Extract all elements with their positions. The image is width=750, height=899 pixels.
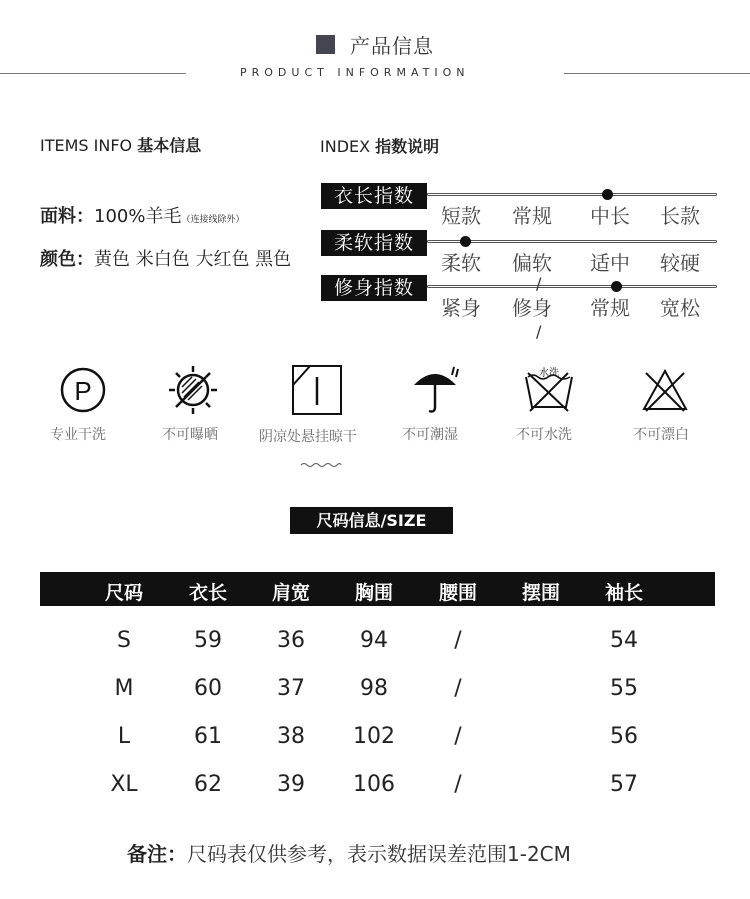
care-label-no-wash: 不可水洗 xyxy=(516,427,572,443)
size-table-cell: / xyxy=(454,724,462,749)
index-option: 柔软 xyxy=(441,251,481,275)
color-value: 黄色 米白色 大红色 黑色 xyxy=(94,249,292,270)
no-water-wash-icon xyxy=(522,363,576,417)
professional-dry-clean-icon xyxy=(56,363,110,417)
index-option: 常规 xyxy=(590,296,630,320)
page-title: 产品信息 xyxy=(350,34,434,58)
page-subtitle: PRODUCT INFORMATION xyxy=(240,66,470,79)
size-table-cell: 57 xyxy=(610,772,638,797)
stray-mark: / xyxy=(536,322,542,341)
size-table-cell: S xyxy=(117,628,131,653)
fabric-value: 100%羊毛 xyxy=(94,206,182,227)
no-bleach-icon xyxy=(638,363,692,417)
size-table-header-cell: 尺码 xyxy=(104,582,144,604)
size-table-header-cell: 腰围 xyxy=(438,582,478,604)
size-table-cell: 36 xyxy=(277,628,305,653)
basic-info-heading-en: ITEMS INFO xyxy=(40,136,133,155)
header-divider-right xyxy=(564,73,750,74)
size-table-header-cell: 衣长 xyxy=(188,582,228,604)
index-level-marker xyxy=(460,236,471,247)
index-level-marker xyxy=(611,281,622,292)
index-option: 常规 xyxy=(512,204,552,228)
size-table-cell: 55 xyxy=(610,676,638,701)
index-option: 长款 xyxy=(660,204,700,228)
dry-clean-glyph: P xyxy=(74,376,92,406)
index-option: 较硬 xyxy=(660,251,700,275)
size-table-cell: / xyxy=(454,772,462,797)
footnote-text: 尺码表仅供参考，表示数据误差范围1-2CM xyxy=(187,842,571,866)
care-label-no-bleach: 不可漂白 xyxy=(633,427,689,443)
index-option: 紧身 xyxy=(441,296,481,320)
fabric-label: 面料： xyxy=(40,206,94,227)
header-divider-left xyxy=(0,73,186,74)
care-label-hang-dry: 阴凉处悬挂晾干 xyxy=(259,429,357,445)
stray-mark: / xyxy=(536,274,542,293)
footnote-label: 备注： xyxy=(127,842,187,866)
index-track xyxy=(427,285,717,288)
wash-glyph: 水洗 xyxy=(539,368,559,379)
size-table-cell: 106 xyxy=(353,772,395,797)
index-level-marker xyxy=(602,189,613,200)
size-table-cell: 39 xyxy=(277,772,305,797)
size-section-title: 尺码信息/SIZE xyxy=(290,507,453,534)
index-label: 修身指数 xyxy=(321,275,427,301)
size-table-cell: 54 xyxy=(610,628,638,653)
size-table-cell: 62 xyxy=(194,772,222,797)
size-table-header-cell: 袖长 xyxy=(604,582,644,604)
size-table-cell: 94 xyxy=(360,628,388,653)
size-table-cell: 102 xyxy=(353,724,395,749)
care-label-no-sun: 不可曝晒 xyxy=(162,427,218,443)
color-label: 颜色： xyxy=(40,249,94,270)
care-label-dry-clean: 专业干洗 xyxy=(50,427,106,443)
index-option: 中长 xyxy=(590,204,630,228)
index-option: 偏软 xyxy=(512,251,552,275)
color-row xyxy=(40,245,291,271)
basic-info-heading-cn: 基本信息 xyxy=(137,136,202,155)
size-table-cell: / xyxy=(454,628,462,653)
size-table-cell: 38 xyxy=(277,724,305,749)
size-table-cell: / xyxy=(454,676,462,701)
index-track xyxy=(427,193,717,196)
index-label: 衣长指数 xyxy=(321,183,427,209)
basic-info-heading xyxy=(40,133,201,156)
index-heading-cn: 指数说明 xyxy=(375,137,440,156)
size-table-header-cell: 肩宽 xyxy=(271,582,311,604)
index-label: 柔软指数 xyxy=(321,230,427,256)
size-table-header-cell: 胸围 xyxy=(354,582,394,604)
size-table-header-cell: 摆围 xyxy=(521,582,561,604)
size-table-cell: 37 xyxy=(277,676,305,701)
size-table-cell: 60 xyxy=(194,676,222,701)
care-label-no-damp: 不可潮湿 xyxy=(402,427,458,443)
index-option: 宽松 xyxy=(660,296,700,320)
size-table-cell: L xyxy=(117,724,131,749)
size-table-cell: 56 xyxy=(610,724,638,749)
fabric-row xyxy=(40,202,244,228)
index-heading xyxy=(320,134,439,157)
size-table-cell: 98 xyxy=(360,676,388,701)
footnote xyxy=(127,838,571,867)
fabric-note: （连接线除外） xyxy=(181,215,245,225)
header-square-icon xyxy=(316,35,335,54)
size-table-cell: M xyxy=(114,676,134,701)
size-table-cell: 61 xyxy=(194,724,222,749)
wavy-underline-decoration xyxy=(300,460,342,470)
index-heading-en: INDEX xyxy=(320,137,371,156)
no-damp-icon xyxy=(408,363,462,417)
index-option: 适中 xyxy=(590,251,630,275)
size-table-cell: 59 xyxy=(194,628,222,653)
size-table-cell: XL xyxy=(110,772,138,797)
index-option: 修身 xyxy=(512,296,552,320)
no-sun-dry-icon xyxy=(166,363,220,417)
hang-dry-shade-icon xyxy=(290,363,344,417)
index-option: 短款 xyxy=(441,204,481,228)
